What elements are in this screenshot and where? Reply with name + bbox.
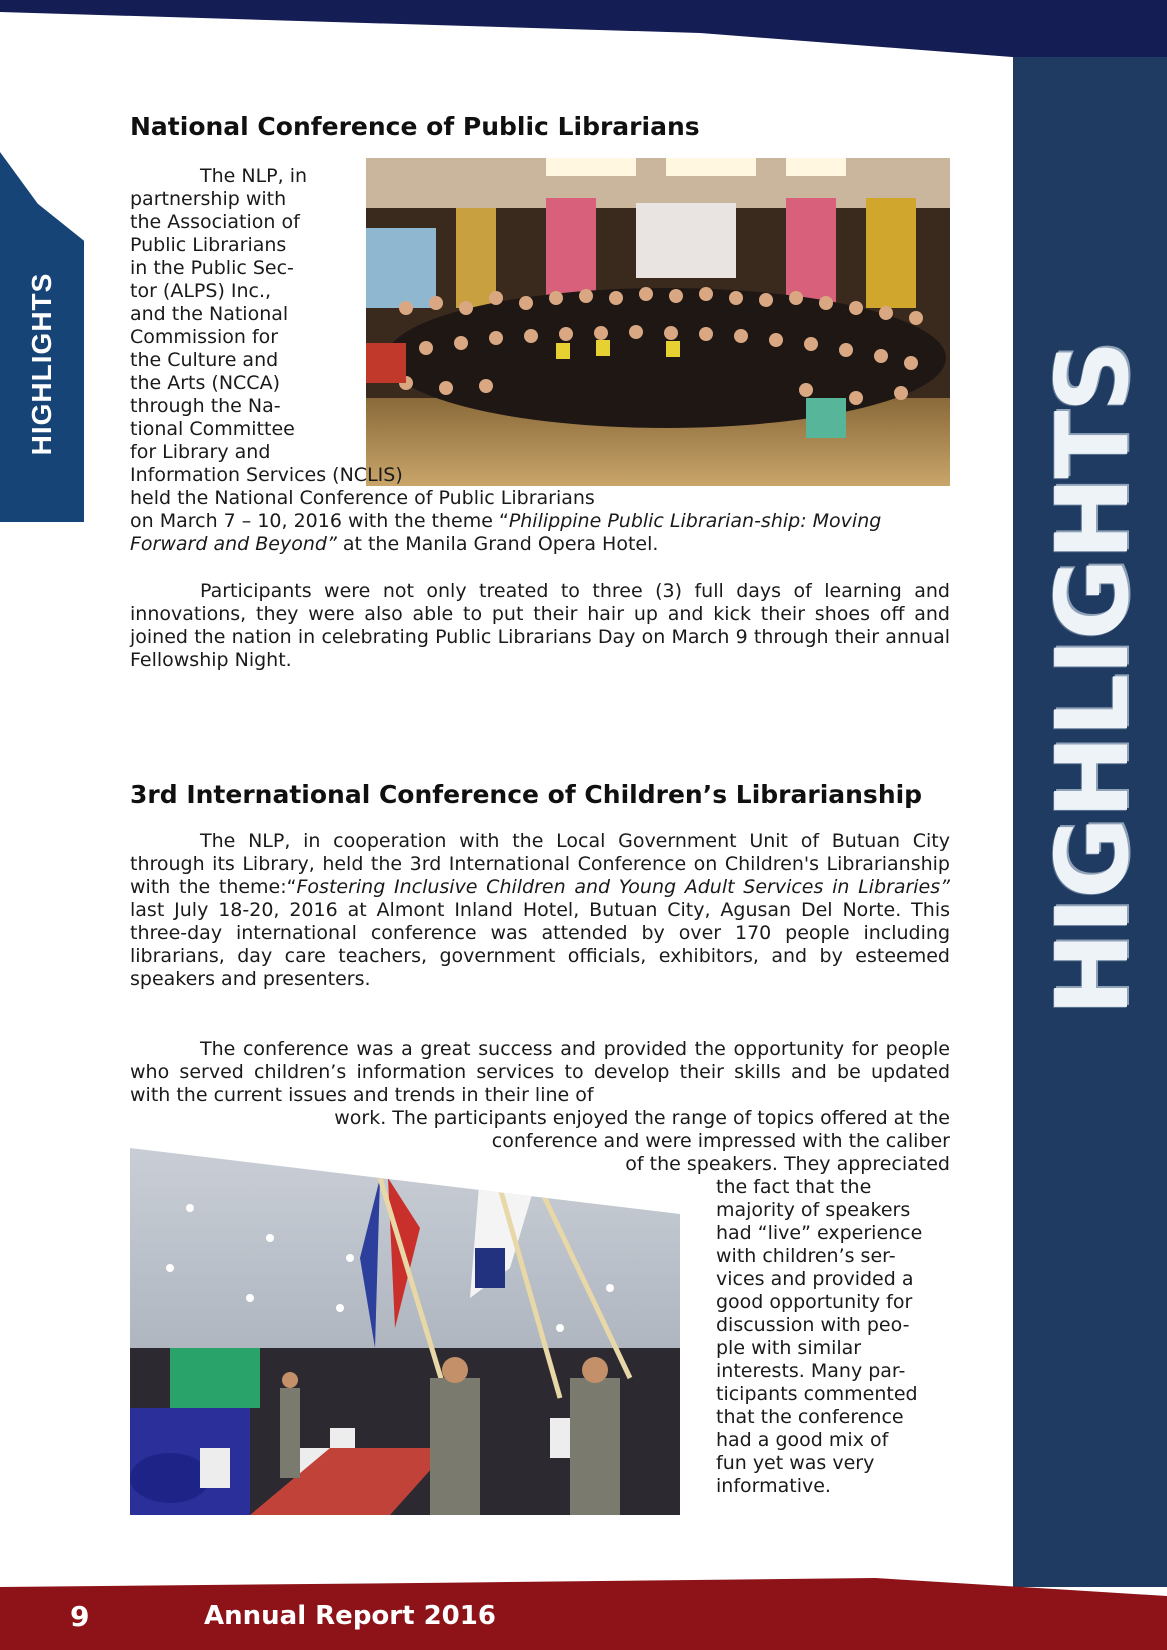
wrap-line: Information Services (NCLIS) [130,464,403,486]
wrap-line: the fact that the [716,1176,872,1198]
wrap-line: had “live” experience [716,1222,923,1244]
paragraph: Participants were not only treated to three (3) full days of learning and innovations, they were also able to put their hair up and kick their shoes off and joined the nation in celebrating Public Librarians Day on March 9 through their annual Fellowship Night. [130,580,950,671]
section-national-conference [130,112,950,141]
wrap-line: Public Librarians [130,234,287,256]
section2-step-line [380,1130,950,1153]
section-heading: National Conference of Public Librarians [130,112,700,141]
wrap-line: the Arts (NCCA) [130,372,280,394]
section1-paragraph-2 [130,580,950,672]
section2-wrap-text [716,1176,950,1498]
wrap-line: tor (ALPS) Inc., [130,280,272,302]
text-run: last July 18-20, 2016 at Almont Inland Hotel, Butuan City, Agusan Del Norte. This three-day international conference was attended by over 170 people including librarians, day care teachers, government officials, exhibitors, and by esteemed speakers and presenters. [130,899,950,990]
wrap-line: good opportunity for [716,1291,913,1313]
section1-full-lines [130,464,950,556]
wrap-line: interests. Many par- [716,1360,906,1382]
text-line: at the Manila Grand Opera Hotel. [336,533,659,555]
wrap-line: the Culture and [130,349,279,371]
wrap-line: through the Na- [130,395,281,417]
wrap-line: had a good mix of [716,1429,889,1451]
text-line: work. The participants enjoyed the range of topics offered at the [334,1107,950,1129]
wrap-line: with children’s ser- [716,1245,896,1267]
conference-theme: Fostering Inclusive Children and Young Adult Services in Libraries” [296,876,950,898]
group-photo-conference [366,158,950,486]
section2-step-line [226,1107,950,1130]
paragraph: The conference was a great success and provided the opportunity for people who served children’s information services to develop their skills and be updated with the current issues and trends in their line of [130,1038,950,1106]
wrap-line: majority of speakers [716,1199,911,1221]
wrap-line: ple with similar [716,1337,862,1359]
report-title: Annual Report 2016 [204,1601,496,1631]
wrap-line: for Library and [130,441,271,463]
wrap-line: and the National [130,303,289,325]
wrap-line: informative. [716,1475,831,1497]
conference-theme: Philippine Public Librarian-ship: Moving Forward and Beyond” [130,510,882,555]
text-run: The NLP, in cooperation with the Local Government Unit of Butuan City through its Library, held the 3rd International Conference on Children's Librarianship with the theme:“ [130,830,950,898]
section-childrens-librarianship [130,780,950,809]
footer-band [0,1560,1167,1650]
wrap-line: vices and provided a [716,1268,914,1290]
wrap-line: The NLP, in [200,165,308,187]
wrap-line: Commission for [130,326,279,348]
wrap-line: that the conference [716,1406,904,1428]
wrap-line: fun yet was very [716,1452,875,1474]
text-line: on March 7 – 10, 2016 with the theme “ [130,510,509,532]
wrap-line: discussion with peo- [716,1314,910,1336]
top-decorative-band [0,0,1167,62]
wrap-line: tional Committee [130,418,295,440]
section1-wrap-text [130,165,330,464]
text-line: held the National Conference of Public Librarians [130,487,595,509]
wrap-line: in the Public Sec- [130,257,294,279]
section2-step-line [560,1153,950,1176]
text-line: conference and were impressed with the caliber [491,1130,950,1152]
page-number: 9 [70,1600,90,1633]
wrap-line: the Association of [130,211,300,233]
wrap-line: partnership with [130,188,287,210]
section2-paragraph-2 [130,1038,950,1107]
side-tab-label: HIGHLIGHTS [26,272,57,456]
vertical-title: HIGHLIGHTS [1034,342,1151,1016]
text-line: of the speakers. They appreciated [625,1153,950,1175]
wrap-line: ticipants commented [716,1383,918,1405]
section2-paragraph-1 [130,830,950,991]
section-heading: 3rd International Conference of Children’s Librarianship [130,780,923,809]
flag-ceremony-photo [130,1148,680,1515]
